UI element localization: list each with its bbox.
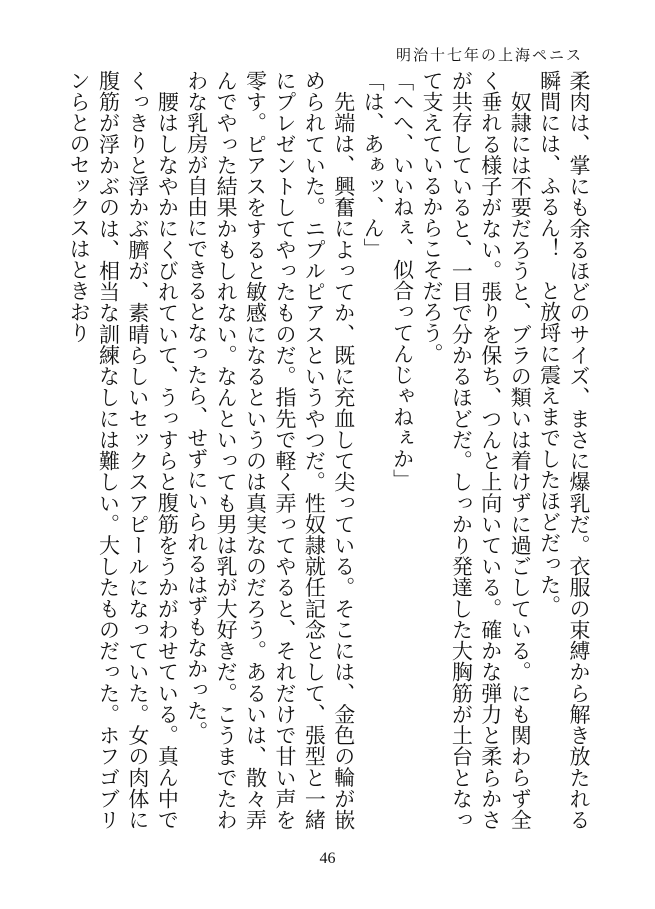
page-number: 46 [319, 850, 336, 867]
running-header: 明治十七年の上海ペニス [395, 46, 583, 64]
paragraph: 先端は、興奮によってか、既に充血して尖っている。そこには、金色の輪が嵌められていた。ニプルピアスというやつだ。性奴隷就任記念として、張型と一緒にプレゼントしてやったものだ。指先で軽く弄ってやると、それだけで甘い声を零す。ピアスをすると敏感になるというのは真実なのだろう。あるいは、散々弄んでやった結果かもしれない。なんといっても男は乳が大好きだ。こうまでたわわな乳房が自由にできるとなったら、せずにいられるはずもなかった。 [184, 70, 356, 830]
body-text [64, 70, 593, 830]
paragraph: 柔肉は、掌にも余るほどのサイズ、まさに爆乳だ。衣服の束縛から解き放たれる瞬間には、ふるん！ と放埒に震えまでしたほどだった。 [537, 70, 591, 830]
dialogue-line: 「へへ、いいねぇ、似合ってんじゃねぇか」 [390, 70, 415, 490]
paragraph: 腰はしなやかにくびれていて、うっすらと腹筋をうかがわせている。真ん中でくっきりと浮かぶ臍が、素晴らしいセックスアピールになっていた。女の肉体に腹筋が浮かぶのは、相当な訓練なしには難しい。大したものだった。ホフゴブリンらとのセックスはときおり [67, 70, 180, 830]
dialogue-line: 「は、あぁッ、ん」 [361, 70, 386, 259]
paragraph: 奴隷には不要だろうと、ブラの類いは着けずに過ごしている。にも関わらず全く垂れる様子がない。張りを保ち、つんと上向いている。確かな弾力と柔らかさが共存していると、一目で分かるほどだ。しっかり発達した大胸筋が土台となって支えているからこそだろう。 [419, 70, 533, 830]
